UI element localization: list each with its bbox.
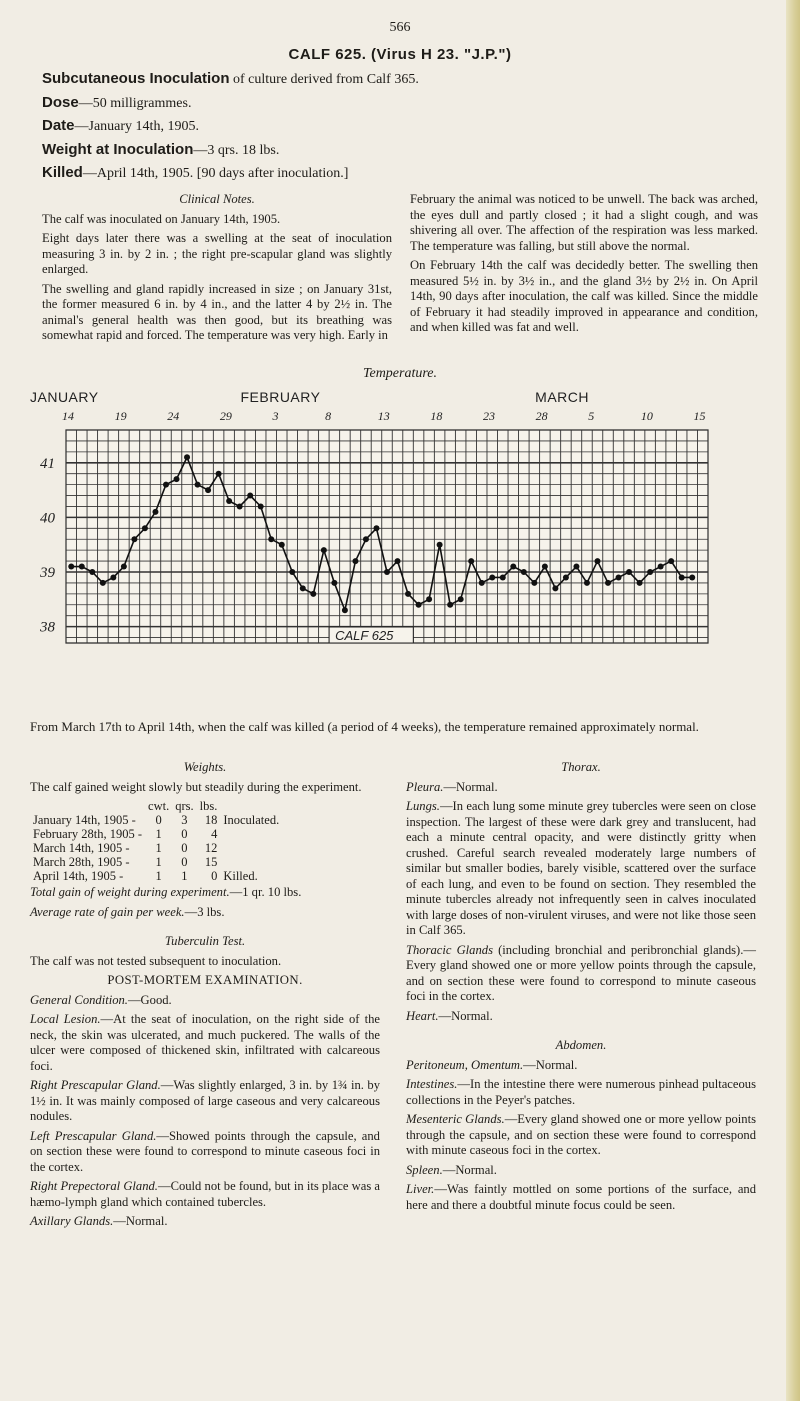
temperature-point [142, 525, 148, 531]
date-tick-label: 14 [62, 409, 74, 423]
thorax-text: —Normal. [443, 779, 498, 794]
temperature-point [152, 509, 158, 515]
temperature-point [363, 536, 369, 542]
temperature-point [489, 574, 495, 580]
pm-item [30, 1214, 380, 1230]
tuberculin-heading: Tuberculin Test. [164, 934, 246, 948]
temperature-point [100, 580, 106, 586]
col-header-cwt: cwt. [148, 799, 170, 813]
temperature-point [658, 564, 664, 570]
temperature-point [584, 580, 590, 586]
temperature-point [184, 454, 190, 460]
meta-label: Killed [42, 164, 83, 181]
temperature-point [531, 580, 537, 586]
total-value: —1 qr. 10 lbs. [229, 885, 302, 899]
temperature-point [373, 525, 379, 531]
temperature-point [279, 542, 285, 548]
temperature-tick-label: 38 [40, 619, 55, 636]
row-qrs: 0 [181, 827, 188, 841]
clinical-p4: February the animal was noticed to be unwell. The back was arched, the eyes dull and partly closed ; it had a slight cough, and was shivering all over. The affection of the respiration was less marked. The temperature was falling, but still above the normal. [410, 192, 758, 253]
thorax-text: —In each lung some minute grey tubercles were seen on close inspection. The largest of these were dark grey and translucent, had each a minute central opacity, and were distinctly gritty when crushed. Careful search revealed moderately large numbers of similar but smaller bodies, barely visible, scattered over the surface of each lung, and even to be found on section. They resembled the minute tubercles already not infrequently seen in calves inoculated with large doses of non-virulent viruses, and were not like those seen in Calf 365. [406, 799, 756, 937]
row-qrs: 1 [181, 869, 188, 883]
temperature-point [552, 585, 558, 591]
pm-item [30, 993, 380, 1009]
temperature-point [342, 607, 348, 613]
clinical-p3: The swelling and gland rapidly increased in size ; on January 31st, the former measured 6 in. by 4 in., and the latter 4 by 2½ in. The animal's general health was then good, but its breathing was somewhat rapid and forced. The temperature was very high. Early in [42, 281, 392, 342]
table-row [30, 855, 282, 869]
temperature-point [447, 602, 453, 608]
date-tick-label: 5 [588, 409, 595, 423]
thorax-item [406, 780, 756, 796]
col-header-qrs: qrs. [175, 799, 194, 813]
date-tick-label: 24 [167, 409, 180, 423]
row-lbs: 15 [204, 855, 218, 869]
clinical-notes-left [42, 192, 392, 348]
postmortem-heading: POST-MORTEM EXAMINATION. [107, 973, 303, 987]
temperature-point [89, 569, 95, 575]
meta-date [42, 117, 199, 135]
row-lbs: 18 [204, 813, 218, 827]
date-tick-label: 13 [377, 409, 390, 423]
temperature-point [195, 482, 201, 488]
temperature-point [247, 493, 253, 499]
total-label: Total gain of weight during experiment. [30, 885, 230, 899]
temperature-point [637, 580, 643, 586]
row-cwt: 0 [155, 813, 162, 827]
meta-label: Date [42, 117, 75, 134]
left-column [30, 760, 380, 1234]
temperature-chart [0, 380, 800, 720]
date-tick-label: 18 [430, 409, 443, 423]
tuberculin-text: The calf was not tested subsequent to inoculation. [30, 953, 282, 968]
date-tick-label: 29 [219, 409, 232, 423]
row-note [220, 841, 282, 855]
temperature-point [468, 558, 474, 564]
thorax-heading: Thorax. [561, 760, 601, 774]
temperature-point [395, 558, 401, 564]
pm-item [30, 1012, 380, 1074]
average-label: Average rate of gain per week. [30, 904, 185, 919]
temperature-point [689, 574, 695, 580]
abdomen-text: —Was faintly mottled on some portions of the surface, and here and there a doubtful minute focus could be seen. [406, 1182, 756, 1212]
abdomen-text: —Every gland showed one or more yellow points through the capsule, and on section these were found to correspond with minute caseous foci in the cortex. [406, 1112, 756, 1157]
meta-killed [42, 164, 348, 182]
temperature-point [647, 569, 653, 575]
temperature-point [416, 602, 422, 608]
row-qrs: 3 [181, 813, 188, 827]
row-cwt: 1 [155, 827, 162, 841]
date-tick-label: 23 [482, 409, 495, 423]
date-tick-label: 10 [640, 409, 653, 423]
temperature-point [174, 476, 180, 482]
temperature-tick-label: 39 [40, 565, 55, 581]
row-note [220, 827, 282, 841]
date-tick-label: 8 [325, 409, 332, 423]
average-value: —3 lbs. [184, 904, 225, 919]
pm-text: —Could not be found, but in its place was a hæmo-lymph gland which contained tubercles. [30, 1179, 380, 1209]
date-tick-label: 28 [535, 409, 548, 423]
thorax-label: Heart. [406, 1008, 439, 1023]
temperature-point [310, 591, 316, 597]
meta-text: —50 milligrammes. [78, 96, 192, 111]
temperature-point [594, 558, 600, 564]
row-note: Killed. [223, 869, 258, 883]
meta-text: —January 14th, 1905. [74, 119, 199, 134]
abdomen-text: —Normal. [442, 1162, 497, 1177]
clinical-p1: The calf was inoculated on January 14th, 1905. [42, 211, 281, 226]
row-date: February 28th, 1905 - [33, 827, 143, 841]
pm-text: —Good. [127, 992, 172, 1007]
temperature-point [68, 564, 74, 570]
pm-label: Right Prescapular Gland. [30, 1078, 161, 1092]
temperature-point [331, 580, 337, 586]
thorax-item [406, 1009, 756, 1025]
date-tick-label: 15 [693, 409, 706, 423]
thorax-text: —Normal. [438, 1008, 493, 1023]
clinical-p5: On February 14th the calf was decidedly better. The swelling then measured 5½ in. by 3½ in., and the gland 3½ by 2½ in. On April 14th, 90 days after inoculation, the calf was killed. Since the middle of February it had steadily improved in appearance and condition, and when killed was fat and well. [410, 258, 758, 334]
clinical-p2: Eight days later there was a swelling at the seat of inoculation measuring 3 in. by 2 in. ; the right pre-scapular gland was slightly enlarged. [42, 231, 392, 276]
temperature-point [216, 471, 222, 477]
row-date: January 14th, 1905 - [33, 813, 136, 827]
table-row [30, 841, 282, 855]
temperature-point [426, 596, 432, 602]
abdomen-label: Intestines. [406, 1077, 458, 1091]
clinical-notes-right [410, 192, 758, 340]
row-date: March 14th, 1905 - [33, 841, 130, 855]
pm-label: General Condition. [30, 992, 128, 1007]
pm-label: Axillary Glands. [30, 1214, 114, 1228]
temperature-point [79, 564, 85, 570]
row-date: March 28th, 1905 - [33, 855, 130, 869]
thorax-item [406, 943, 756, 1005]
col-header-lbs: lbs. [199, 799, 218, 813]
page-title: CALF 625. (Virus H 23. "J.P.") [288, 46, 512, 63]
temperature-point [616, 574, 622, 580]
pm-label: Right Prepectoral Gland. [30, 1179, 158, 1193]
meta-label: Dose [42, 94, 79, 111]
temperature-point [542, 564, 548, 570]
temperature-point [458, 596, 464, 602]
weights-intro: The calf gained weight slowly but steadily during the experiment. [30, 779, 362, 794]
abdomen-item [406, 1058, 756, 1074]
abdomen-label: Liver. [406, 1182, 435, 1196]
thorax-label: Thoracic Glands [406, 942, 493, 957]
temperature-point [500, 574, 506, 580]
temperature-point [679, 574, 685, 580]
abdomen-text: —Normal. [523, 1057, 578, 1072]
temperature-point [405, 591, 411, 597]
abdomen-item [406, 1077, 756, 1108]
temperature-point [605, 580, 611, 586]
page-number: 566 [389, 20, 411, 35]
table-row [30, 869, 282, 883]
abdomen-heading: Abdomen. [555, 1038, 607, 1052]
row-cwt: 1 [155, 855, 162, 869]
temperature-point [289, 569, 295, 575]
chart-title: Temperature. [362, 366, 438, 381]
pm-text: —Was slightly enlarged, 3 in. by 1¾ in. by 1½ in. It was mainly composed of large caseous and very calcareous nodules. [30, 1078, 381, 1123]
date-tick-label: 3 [272, 409, 279, 423]
weights-average [30, 905, 380, 921]
temperature-point [163, 482, 169, 488]
chart-frame [66, 430, 708, 643]
meta-inoculation [42, 70, 419, 88]
temperature-point [352, 558, 358, 564]
row-lbs: 0 [211, 869, 218, 883]
weights-table [30, 799, 282, 883]
temperature-point [479, 580, 485, 586]
temperature-point [573, 564, 579, 570]
temperature-point [121, 564, 127, 570]
temperature-point [268, 536, 274, 542]
row-note [220, 855, 282, 869]
meta-text: —April 14th, 1905. [90 days after inoculation.] [82, 166, 349, 181]
abdomen-item [406, 1182, 756, 1213]
table-row [30, 813, 282, 827]
temperature-point [321, 547, 327, 553]
temperature-point [510, 564, 516, 570]
temperature-point [384, 569, 390, 575]
weights-total [30, 885, 380, 901]
abdomen-label: Mesenteric Glands. [406, 1112, 505, 1126]
temperature-point [300, 585, 306, 591]
row-lbs: 12 [204, 841, 218, 855]
row-cwt: 1 [155, 841, 162, 855]
abdomen-label: Spleen. [406, 1162, 443, 1177]
thorax-label: Lungs. [406, 799, 440, 813]
row-cwt: 1 [155, 869, 162, 883]
temperature-point [226, 498, 232, 504]
row-qrs: 0 [181, 841, 188, 855]
temperature-tick-label: 40 [40, 510, 55, 527]
clinical-heading: Clinical Notes. [179, 192, 255, 206]
table-row [30, 827, 282, 841]
row-date: April 14th, 1905 - [33, 869, 124, 883]
temperature-point [521, 569, 527, 575]
pm-item [30, 1129, 380, 1176]
pm-text: —Normal. [113, 1214, 168, 1228]
meta-label: Subcutaneous Inoculation [42, 70, 230, 87]
date-tick-label: 19 [114, 409, 127, 423]
pm-text: —Showed points through the capsule, and on section these were found to correspond to minute caseous foci in the cortex. [30, 1128, 380, 1174]
pm-item [30, 1078, 380, 1125]
row-note: Inoculated. [223, 813, 280, 827]
right-column [406, 760, 756, 1217]
calf-label: CALF 625 [335, 628, 394, 643]
meta-label: Weight at Inoculation [42, 141, 194, 158]
thorax-item [406, 799, 756, 939]
meta-text: of culture derived from Calf 365. [229, 72, 419, 87]
abdomen-item [406, 1112, 756, 1159]
pm-label: Local Lesion. [30, 1012, 101, 1026]
thorax-text: (including bronchial and peribronchial glands).—Every gland showed one or more yellow points through the capsule, and on section these were found to correspond to minute caseous foci in the cortex. [406, 942, 756, 1003]
month-label: JANUARY [30, 389, 99, 405]
temperature-point [563, 574, 569, 580]
row-qrs: 0 [181, 855, 188, 869]
thorax-label: Pleura. [406, 779, 444, 794]
pm-label: Left Prescapular Gland. [30, 1128, 157, 1143]
temperature-point [668, 558, 674, 564]
temperature-tick-label: 41 [40, 455, 55, 472]
meta-dose [42, 94, 191, 112]
meta-weight [42, 141, 279, 159]
temperature-point [437, 542, 443, 548]
month-label: MARCH [535, 389, 590, 405]
chart-caption: From March 17th to April 14th, when the calf was killed (a period of 4 weeks), the temperature remained approximately normal. [30, 719, 699, 734]
pm-item [30, 1179, 380, 1210]
weights-heading: Weights. [183, 760, 227, 774]
temperature-point [205, 487, 211, 493]
pm-text: —At the seat of inoculation, on the right side of the neck, the skin was ulcerated, and much puckered. The walls of the ulcer were composed of thickened skin, infiltrated with calcareous foci. [30, 1012, 380, 1073]
month-label: FEBRUARY [240, 389, 321, 405]
abdomen-item [406, 1163, 756, 1179]
temperature-point [258, 503, 264, 509]
abdomen-text: —In the intestine there were numerous pinhead pultaceous collections in the Peyer's patches. [406, 1077, 756, 1107]
meta-text: —3 qrs. 18 lbs. [193, 143, 280, 158]
temperature-point [237, 503, 243, 509]
temperature-point [110, 574, 116, 580]
temperature-point [626, 569, 632, 575]
row-lbs: 4 [211, 827, 218, 841]
temperature-point [131, 536, 137, 542]
abdomen-label: Peritoneum, Omentum. [406, 1057, 524, 1072]
